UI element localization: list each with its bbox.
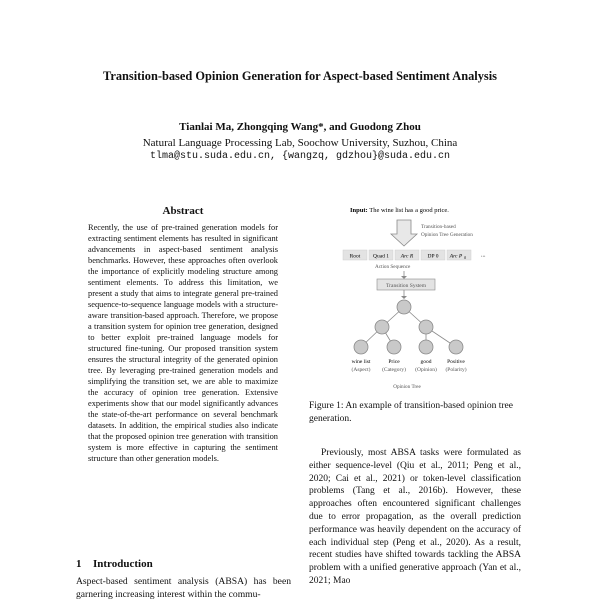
opinion-tree-diagram [305,200,520,400]
abstract-heading: Abstract [162,205,204,217]
author-list: Tianlai Ma, Zhongqing Wang*, and Guodong Zhou [179,121,421,133]
leaf-role: (Aspect) [351,367,371,373]
leaf-role: (Polarity) [445,367,467,373]
transition-system-label: Transition System [386,283,426,289]
leaf-role: (Category) [382,367,406,373]
opinion-tree-caption: Opinion Tree [393,384,421,390]
paper-title: Transition-based Opinion Generation for Aspect-based Sentiment Analysis [102,69,498,83]
introduction-paragraph: Aspect-based sentiment analysis (ABSA) has been garnering increasing interest within the commu- [76,576,291,600]
leaf-role: (Opinion) [415,367,437,373]
leaf-word: wine list [351,359,371,365]
system-arrow-head-icon [401,296,407,299]
action-sequence-caption: Action Sequence [375,264,411,270]
figure-1 [305,200,520,400]
action-arc-r: Arc R [400,253,414,260]
arrow-label-line2: Opinion Tree Generation [421,232,473,238]
action-arc-p-subscript: 0 [464,255,466,260]
tree-root-node [397,300,411,314]
tree-leaf-node [419,340,433,354]
section-number: 1 [76,558,82,570]
sequence-arrow-head-icon [401,276,407,279]
section-heading-introduction [76,558,276,570]
action-dp: DP 0 [427,253,439,260]
author-emails: tlma@stu.suda.edu.cn, {wangzq, gdzhou}@suda.edu.cn [149,151,451,162]
generation-arrow-icon [391,220,417,246]
tree-node [419,320,433,334]
paragraph-text: Previously, most ABSA tasks were formulated as either sequence-level (Qiu et al., 2011; Peng et al., 2020; Cai et al., 2021) or token-level classification problems (Tang et al., 2016b). However, these approaches often encountered significant challenges due to error propagation, as the overall prediction performance was heavily dependent on the accuracy of each individual step (Peng et al., 2020). As a result, recent studies have shifted towards tackling the ABSA problem with a unified generative approach (Yan et al., 2021; Mao [309,448,521,586]
tree-leaf-node [387,340,401,354]
arrow-label-line1: Transition-based [421,224,456,230]
tree-leaf-node [449,340,463,354]
tree-node [375,320,389,334]
action-ellipsis: ... [481,252,486,259]
abstract-body: Recently, the use of pre-trained generation models for extracting sentiment elements has resulted in significant advancements in aspect-based sentiment analysis benchmarks. However, these approaches often overlook the importance of explicitly modeling structure among sentiment elements. To address this limitation, we present a study that aims to integrate general pre-trained sequence-to-sequence language models with a structure-aware transition-based approach. Therefore, we propose a transition system for opinion tree generation, designed to better exploit pre-trained language models for structured fine-tuning. Our proposed transition system ensures the structural integrity of the generated opinion tree. By leveraging pre-trained generation models and simplifying the transition set, we are able to maximize the accuracy of opinion tree generation. Extensive experiments show that our model significantly advances the state-of-the-art performance on several benchmark datasets. In addition, the empirical studies also indicate that the proposed opinion tree generation with transition system is more effective in capturing the sentiment structure than other generation models. [88,223,278,463]
section-title: Introduction [93,558,153,570]
body-paragraph-right [309,447,521,588]
action-root: Root [349,253,361,260]
figure-caption: Figure 1: An example of transition-based opinion tree generation. [309,401,513,424]
leaf-word: good [420,359,432,365]
affiliation: Natural Language Processing Lab, Soochow University, Suzhou, China [142,137,458,149]
tree-leaf-node [354,340,368,354]
leaf-word: Price [388,359,400,365]
leaf-word: Positive [447,359,465,365]
figure-input-label: Input: The wine list has a good price. [350,207,449,214]
action-arc-p: Arc P [449,253,463,260]
action-quad: Quad 1 [372,253,390,260]
